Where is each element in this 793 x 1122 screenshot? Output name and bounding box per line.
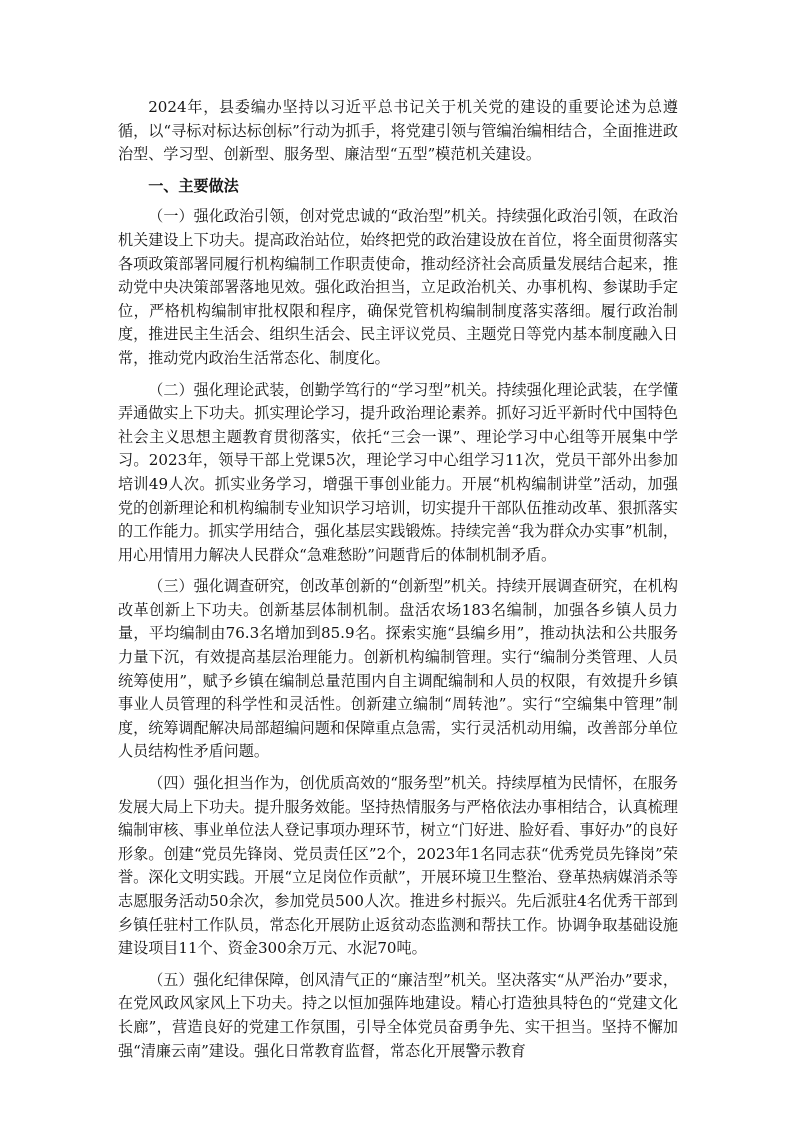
intro-paragraph: 2024年，县委编办坚持以习近平总书记关于机关党的建设的重要论述为总遵循，以“寻标对标达标创标”行动为抓手，将党建引领与管编治编相结合，全面推进政治型、学习型、创新型、服务型、廉洁型“五型”模范机关建设。: [118, 98, 678, 164]
document-page: [118, 96, 678, 1071]
paragraph-service: （四）强化担当作为，创优质高效的“服务型”机关。持续厚植为民情怀，在服务发展大局上下功夫。提升服务效能。坚持热情服务与严格依法办事相结合，认真梳理编制审核、事业单位法人登记事项办理环节，树立“门好进、脸好看、事好办”的良好形象。创建“党员先锋岗、党员责任区”2个，2023年1名同志获“优秀党员先锋岗”荣誉。深化文明实践。开展“立足岗位作贡献”，开展环境卫生整治、登革热病媒消杀等志愿服务活动50余次，参加党员500人次。推进乡村振兴。先后派驻4名优秀干部到乡镇任驻村工作队员，常态化开展防止返贫动态监测和帮扶工作。协调争取基础设施建设项目11个、资金300余万元、水泥70吨。: [118, 774, 678, 958]
paragraph-innovation: （三）强化调查研究，创改革创新的“创新型”机关。持续开展调查研究，在机构改革创新上下功夫。创新基层体制机制。盘活农场183名编制，加强各乡镇人员力量，平均编制由76.3名增加到85.9名。探索实施“县编乡用”，推动执法和公共服务力量下沉，有效提高基层治理能力。创新机构编制管理。实行“编制分类管理、人员统筹使用”，赋予乡镇在编制总量范围内自主调配编制和人员的权限，有效提升乡镇事业人员管理的科学性和灵活性。创新建立编制“周转池”。实行“空编集中管理”制度，统筹调配解决局部超编问题和保障重点急需，实行灵活机动用编，改善部分单位人员结构性矛盾问题。: [118, 577, 678, 761]
section-heading: 一、主要做法: [148, 176, 239, 195]
paragraph-political: （一）强化政治引领，创对党忠诚的“政治型”机关。持续强化政治引领，在政治机关建设上下功夫。提高政治站位，始终把党的政治建设放在首位，将全面贯彻落实各项政策部署同履行机构编制工作职责使命，推动经济社会高质量发展结合起来，推动党中央决策部署落地见效。强化政治担当，立足政治机关、办事机构、参谋助手定位，严格机构编制审批权限和程序，确保党管机构编制制度落实落细。履行政治制度，推进民主生活会、组织生活会、民主评议党员、主题党日等党内基本制度融入日常，推动党内政治生活常态化、制度化。: [118, 207, 678, 367]
paragraph-integrity: （五）强化纪律保障，创风清气正的“廉洁型”机关。坚决落实“从严治办”要求，在党风政风家风上下功夫。持之以恒加强阵地建设。精心打造独具特色的“党建文化长廊”，营造良好的党建工作氛围，引导全体党员奋勇争先、实干担当。坚持不懈加强“清廉云南”建设。强化日常教育监督，常态化开展警示教育: [118, 970, 678, 1060]
paragraph-learning: （二）强化理论武装，创勤学笃行的“学习型”机关。持续强化理论武装，在学懂弄通做实上下功夫。抓实理论学习，提升政治理论素养。抓好习近平新时代中国特色社会主义思想主题教育贯彻落实，依托“三会一课”、理论学习中心组等开展集中学习。2023年，领导干部上党课5次，理论学习中心组学习11次，党员干部外出参加培训49人次。抓实业务学习，增强干事创业能力。开展“机构编制讲堂”活动，加强党的创新理论和机构编制专业知识学习培训，切实提升干部队伍推动改革、狠抓落实的工作能力。抓实学用结合，强化基层实践锻炼。持续完善“我为群众办实事”机制，用心用情用力解决人民群众“急难愁盼”问题背后的体制机制矛盾。: [118, 380, 678, 564]
